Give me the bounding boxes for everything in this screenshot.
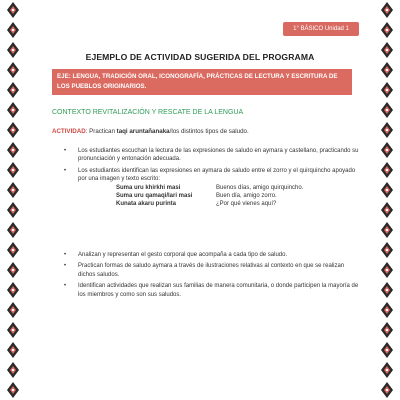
context-heading: CONTEXTO REVITALIZACIÓN Y RESCATE DE LA LENGUA [52,109,244,116]
border-dot [12,289,14,291]
border-motif [381,382,393,398]
border-motif [7,42,19,58]
border-motif [381,122,393,138]
list-item [60,251,360,259]
border-motif [7,262,19,278]
list-item [60,147,360,164]
border-dot [386,9,388,11]
border-dot [12,89,14,91]
border-motif [381,362,393,378]
border-pattern [6,0,20,400]
border-motif [381,222,393,238]
border-dot [12,189,14,191]
border-dot [12,129,14,131]
border-motif [7,142,19,158]
bullet-dot: • [64,148,67,154]
document-title: EJEMPLO DE ACTIVIDAD SUGERIDA DEL PROGRAMA [85,52,315,62]
border-motif [7,2,19,18]
border-motif [7,62,19,78]
border-motif [381,262,393,278]
border-dot [386,269,388,271]
border-motif [381,242,393,258]
border-dot [12,309,14,311]
bullet-dot: • [64,167,67,174]
border-motif [7,202,19,218]
border-motif [381,102,393,118]
greeting-spanish: Buen día, amigo zorro. [216,193,277,200]
bullet-text: Los estudiantes identifican las expresiones en aymara de saludo entre el zorro y el quirquincho apoyado por una imagen y texto escrito: [78,167,356,183]
border-dot [386,189,388,191]
border-dot [12,29,14,31]
border-dot [386,249,388,251]
border-dot [12,269,14,271]
border-dot [386,229,388,231]
border-dot [12,329,14,331]
border-dot [386,369,388,371]
right-decorative-border [380,0,394,400]
border-motif [7,362,19,378]
border-motif [7,342,19,358]
bullet-dot: • [64,283,67,290]
border-motif [7,322,19,338]
border-dot [386,89,388,91]
bullet-list-top [60,147,360,209]
greeting-aymara: Suma uru khirkhi masi [116,184,181,191]
border-motif [7,242,19,258]
border-motif [7,182,19,198]
border-motif [7,102,19,118]
border-motif [381,82,393,98]
border-dot [386,129,388,131]
greeting-aymara: Suma uru qamaqi/lari masi [116,193,193,200]
table-row [116,192,303,200]
border-motif [381,322,393,338]
bullet-text: Identifican actividades que realizan sus familias de manera comunitaria, o donde participen la mayoría de los miembros y como son sus saludos. [78,283,359,298]
greeting-spanish: Buenos días, amigo quirquincho. [216,184,304,191]
grade-unit-badge: 1° BÁSICO Unidad 1 [283,22,359,36]
border-motif [381,2,393,18]
border-motif [381,62,393,78]
greetings-table [116,184,303,209]
bullet-text: Los estudiantes escuchan la lectura de las expresiones de saludo en aymara y castellano, practicando su pronunciación y entonación adecuada. [78,148,359,163]
axis-banner: EJE: LENGUA, TRADICIÓN ORAL, ICONOGRAFÍA, PRÁCTICAS DE LECTURA Y ESCRITURA DE LOS PUEBLOS ORIGINARIOS. [52,69,352,95]
border-motif [381,342,393,358]
border-pattern [380,0,394,400]
border-motif [7,82,19,98]
greeting-aymara: Kunata akaru purinta [116,201,177,208]
border-motif [381,22,393,38]
greeting-spanish: ¿Por qué vienes aquí? [216,201,277,208]
activity-term: taqi aruntañanaka [116,128,170,135]
border-motif [7,162,19,178]
border-motif [7,302,19,318]
border-dot [12,149,14,151]
border-motif [7,282,19,298]
border-dot [386,49,388,51]
bullet-text: Practican formas de saludo aymara a través de ilustraciones relativas al contexto en que se realizan dichos saludos. [78,263,345,278]
border-dot [386,289,388,291]
border-motif [381,302,393,318]
border-dot [12,369,14,371]
border-motif [381,202,393,218]
border-dot [386,209,388,211]
border-dot [12,209,14,211]
border-motif [381,282,393,298]
border-dot [12,229,14,231]
border-dot [12,349,14,351]
border-motif [7,22,19,38]
list-item [60,262,360,279]
border-dot [386,389,388,391]
border-dot [12,169,14,171]
bullet-dot: • [64,252,67,258]
border-dot [12,49,14,51]
bullet-dot: • [64,263,67,270]
border-dot [386,29,388,31]
bullet-text: Analizan y representan el gesto corporal que acompaña a cada tipo de saludo. [78,252,288,258]
border-dot [386,349,388,351]
border-dot [12,9,14,11]
border-motif [381,42,393,58]
border-dot [386,149,388,151]
border-motif [381,142,393,158]
activity-pre: : Practican [85,128,117,135]
border-dot [12,69,14,71]
border-dot [386,169,388,171]
border-dot [386,329,388,331]
border-dot [12,109,14,111]
border-dot [386,109,388,111]
border-dot [12,249,14,251]
activity-line [52,128,249,135]
list-item [60,167,360,184]
border-motif [7,222,19,238]
list-item [60,282,360,299]
border-motif [7,122,19,138]
table-row [116,184,303,192]
border-motif [381,162,393,178]
activity-post: /los distintos tipos de saludo. [169,128,249,135]
border-dot [386,309,388,311]
activity-label: ACTIVIDAD [52,128,86,135]
border-dot [12,389,14,391]
border-dot [386,69,388,71]
border-motif [381,182,393,198]
border-motif [7,382,19,398]
table-row [116,200,303,208]
left-decorative-border [6,0,20,400]
bullet-list-bottom [60,251,360,299]
